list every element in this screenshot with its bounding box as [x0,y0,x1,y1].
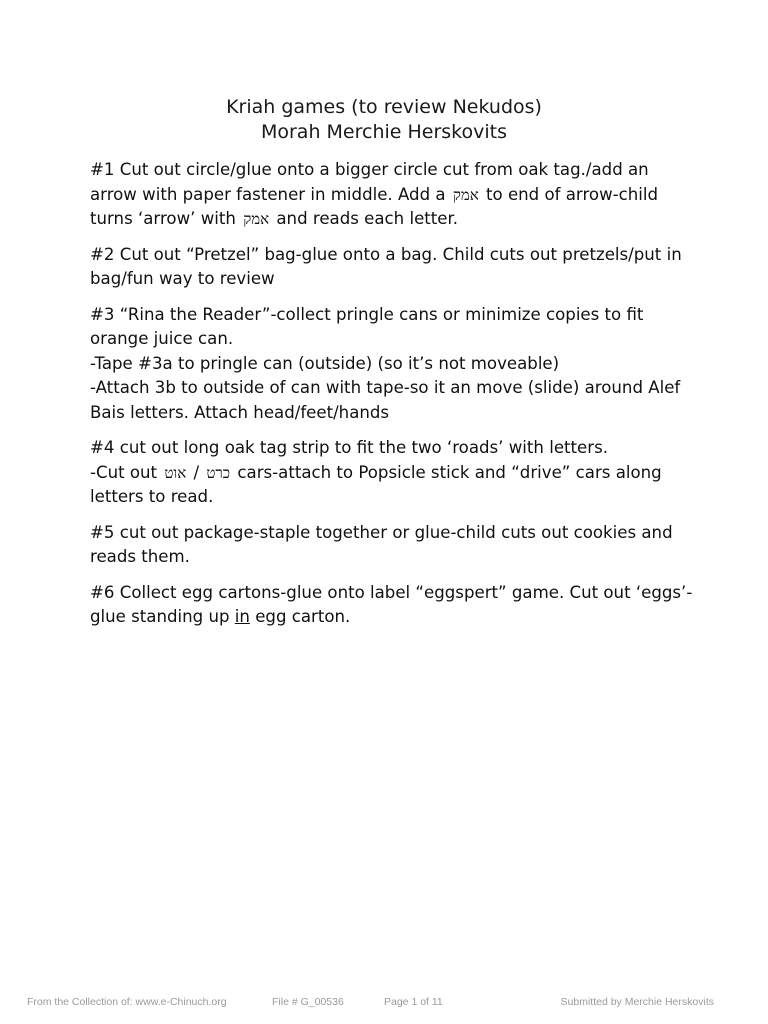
text-line: -Attach 3b to outside of can with tape-so it an move (slide) around Alef [90,378,681,397]
instruction-item-4 [90,436,700,510]
instruction-item-1 [90,158,700,232]
text-fragment: / [188,462,205,482]
hebrew-word: ﬡמק [243,210,270,228]
text-fragment: to end of arrow-child [480,184,659,204]
text-line [90,207,700,232]
text-line: reads them. [90,547,190,566]
text-line: Bais letters. Attach head/feet/hands [90,402,390,422]
footer-page-number: Page 1 of 11 [384,996,443,1008]
underlined-word: in [234,607,250,626]
hebrew-word: כרט [206,463,231,482]
text-fragment: and reads each letter. [271,209,459,228]
text-line: #1 Cut out circle/glue onto a bigger circle cut from oak tag./add an [90,160,649,179]
hebrew-word: אוט [164,463,187,482]
text-line: bag/fun way to review [90,269,275,288]
instruction-item-2 [90,243,700,292]
text-fragment: -Cut out [90,462,163,482]
instruction-item-3 [90,303,700,426]
footer-submitted-by: Submitted by Merchie Herskovits [560,996,714,1008]
text-line [90,183,700,208]
text-line: orange juice can. [90,329,234,348]
text-fragment: turns ‘arrow’ with [90,209,242,228]
game-instructions [90,158,700,641]
footer-collection: From the Collection of: www.e-Chinuch.org [27,996,227,1008]
document-author: Morah Merchie Herskovits [260,121,508,143]
text-line [90,461,700,486]
page-footer [0,996,768,1010]
text-fragment: arrow with paper fastener in middle. Add a [90,184,451,204]
instruction-item-6 [90,581,700,630]
text-line: #2 Cut out “Pretzel” bag-glue onto a bag. Child cuts out pretzels/put in [90,244,682,264]
text-line: -Tape #3a to pringle can (outside) (so it’s not moveable) [90,353,560,373]
text-line: #3 “Rina the Reader”-collect pringle cans or minimize copies to fit [90,304,644,324]
instruction-item-5 [90,521,700,570]
text-fragment: glue standing up [90,607,235,626]
footer-file-number: File # G_00536 [272,996,344,1008]
document-title: Kriah games (to review Nekudos) [226,96,542,118]
hebrew-word: ﬡמק [452,185,479,204]
text-line [90,605,700,630]
text-line: #6 Collect egg cartons-glue onto label “eggspert” game. Cut out ‘eggs’- [90,582,693,602]
text-line: #5 cut out package-staple together or glue-child cuts out cookies and [90,522,673,542]
text-line: letters to read. [90,487,214,506]
text-line: #4 cut out long oak tag strip to fit the two ‘roads’ with letters. [90,438,608,457]
text-fragment: egg carton. [249,607,351,626]
text-fragment: cars-attach to Popsicle stick and “drive” cars along [232,462,662,482]
